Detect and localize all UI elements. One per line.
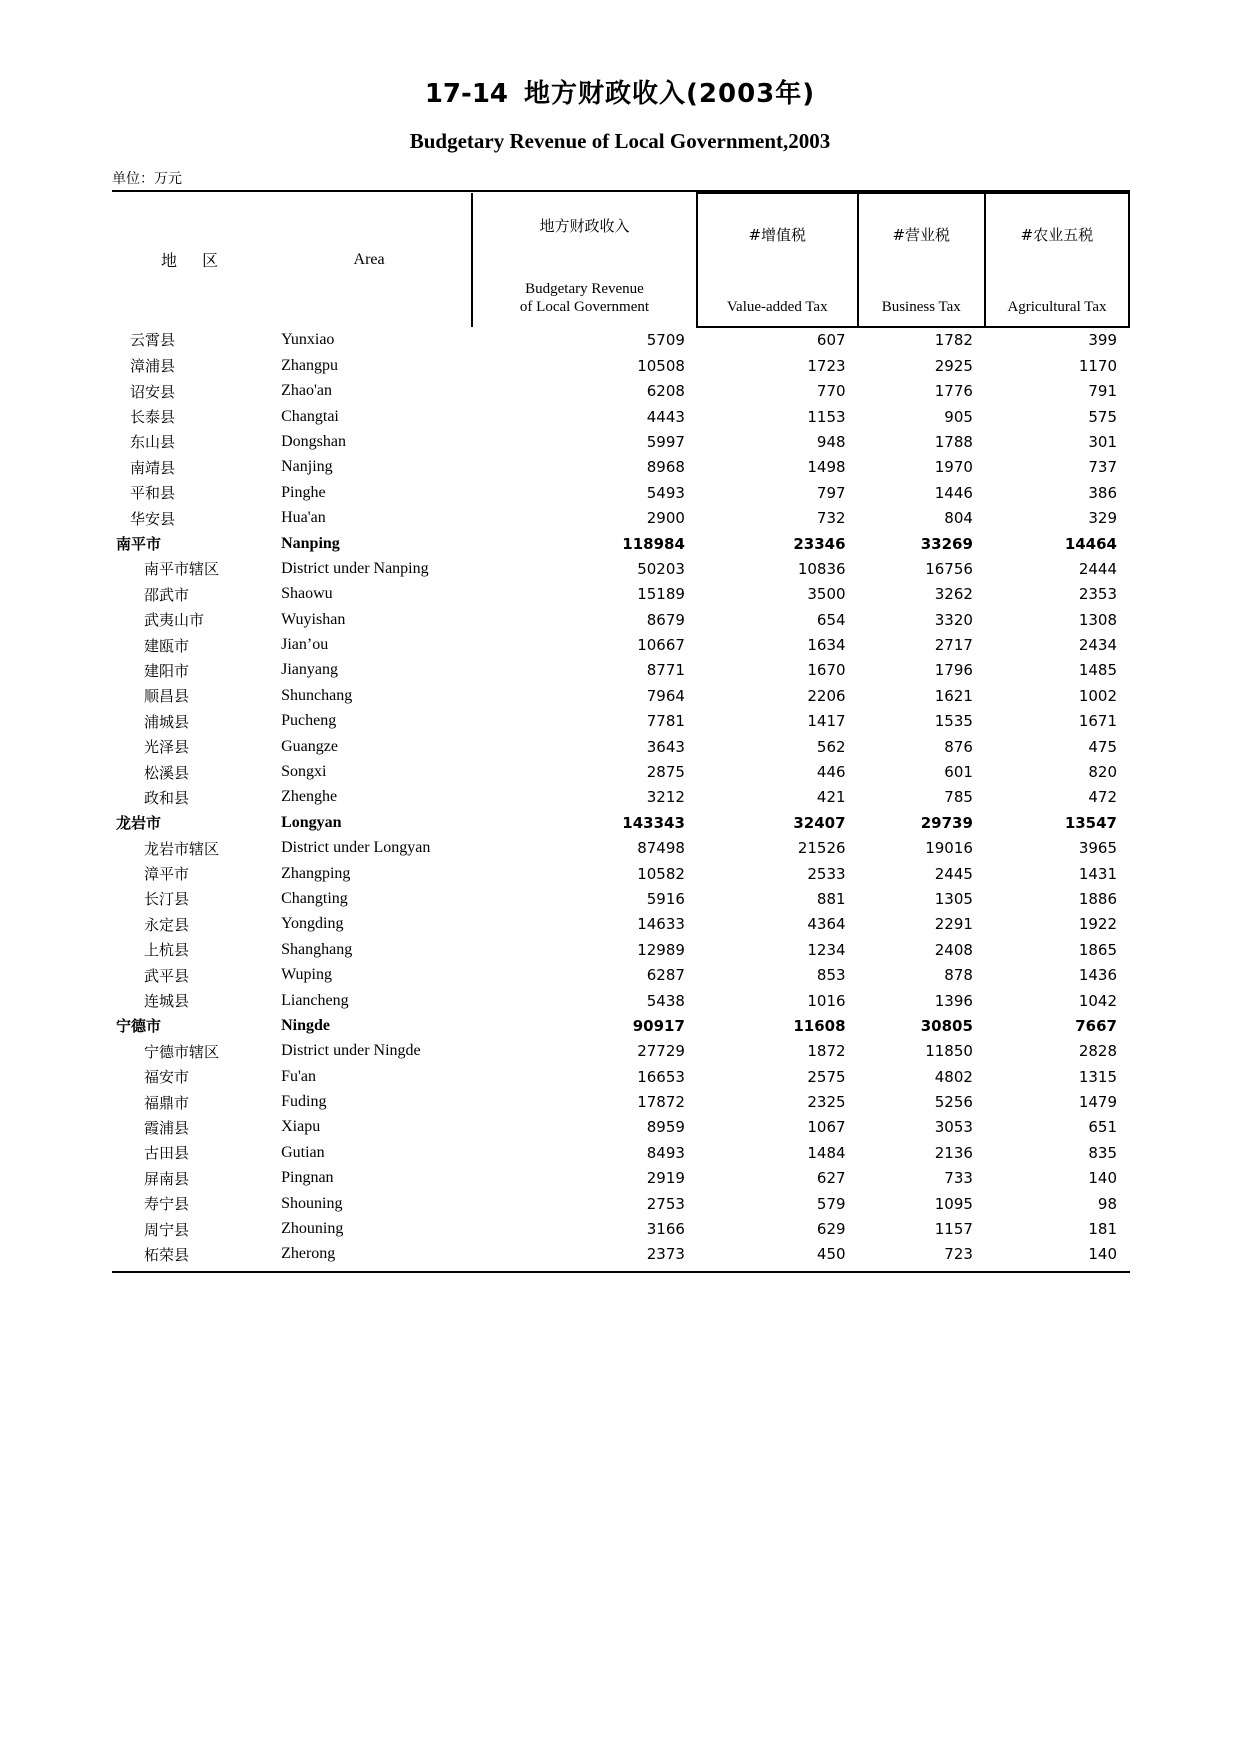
cell-area-english: Shouning — [281, 1194, 343, 1212]
cell-area-chinese: 长汀县 — [144, 890, 190, 909]
cell-area-chinese: 松溪县 — [144, 763, 190, 782]
cell-area-chinese: 宁德市辖区 — [144, 1042, 220, 1061]
cell-area-chinese: 光泽县 — [144, 738, 190, 757]
revenue-en-line2: of Local Government — [519, 299, 650, 315]
table-row — [112, 810, 1129, 835]
cell-agricultural-tax: 181 — [1088, 1220, 1117, 1239]
cell-budgetary-revenue: 5916 — [646, 889, 685, 908]
title-block — [0, 0, 1240, 154]
cell-area-english: Zhangpu — [281, 356, 338, 374]
table-row — [112, 607, 1129, 632]
cell-budgetary-revenue: 16653 — [637, 1067, 685, 1086]
cell-agricultural-tax: 1671 — [1078, 712, 1117, 731]
column-header-vat-cn-label: #增值税 — [748, 225, 807, 244]
column-header-agricultural-tax — [985, 193, 1129, 327]
table-row — [112, 378, 1129, 403]
cell-area-chinese: 南靖县 — [130, 458, 176, 477]
cell-agricultural-tax: 399 — [1088, 331, 1117, 350]
table-row — [112, 1115, 1129, 1140]
cell-agricultural-tax: 1436 — [1078, 966, 1117, 985]
cell-area-english: Jianyang — [281, 661, 338, 679]
table-row — [112, 480, 1129, 505]
cell-area-english: Nanping — [281, 534, 340, 552]
cell-value-added-tax: 770 — [816, 382, 846, 401]
cell-budgetary-revenue: 2753 — [646, 1194, 685, 1213]
cell-area-chinese: 上杭县 — [144, 941, 190, 960]
cell-budgetary-revenue: 2900 — [646, 509, 685, 528]
cell-area-english: Yunxiao — [281, 330, 335, 348]
cell-budgetary-revenue: 5438 — [646, 991, 685, 1010]
page-title-chinese-text: 地方财政收入(2003年) — [524, 79, 816, 109]
table-row — [112, 531, 1129, 556]
column-header-business-en-label: Business Tax — [881, 298, 961, 315]
cell-area-english: Pucheng — [281, 712, 337, 730]
table-row — [112, 785, 1129, 810]
cell-area-english: District under Ningde — [281, 1042, 421, 1060]
cell-area-english: Zhangping — [281, 864, 351, 882]
cell-area-chinese: 南平市 — [116, 535, 162, 553]
table-row — [112, 1191, 1129, 1216]
cell-budgetary-revenue: 12989 — [637, 940, 685, 959]
cell-budgetary-revenue: 8493 — [646, 1143, 685, 1162]
cell-budgetary-revenue: 17872 — [637, 1093, 685, 1112]
cell-business-tax: 1796 — [934, 661, 973, 680]
cell-budgetary-revenue: 7781 — [646, 712, 685, 731]
cell-agricultural-tax: 386 — [1088, 483, 1117, 502]
cell-area-english: Liancheng — [281, 991, 349, 1009]
cell-agricultural-tax: 575 — [1088, 407, 1117, 426]
table-header — [112, 193, 1129, 327]
cell-value-added-tax: 881 — [816, 889, 846, 908]
table-row — [112, 709, 1129, 734]
cell-business-tax: 1788 — [934, 432, 973, 451]
cell-budgetary-revenue: 8968 — [646, 458, 685, 477]
cell-business-tax: 4802 — [934, 1067, 973, 1086]
cell-budgetary-revenue: 5493 — [646, 483, 685, 502]
cell-area-chinese: 福鼎市 — [144, 1093, 190, 1112]
column-header-business-cn-label: #营业税 — [892, 225, 951, 244]
cell-value-added-tax: 11608 — [793, 1016, 846, 1035]
cell-business-tax: 29739 — [920, 813, 973, 832]
table-bottom-rule — [112, 1271, 1130, 1273]
cell-area-chinese: 东山县 — [130, 433, 176, 452]
cell-agricultural-tax: 14464 — [1064, 534, 1117, 553]
cell-value-added-tax: 2533 — [807, 864, 846, 883]
cell-area-english: Zherong — [281, 1245, 336, 1263]
table-row — [112, 734, 1129, 759]
cell-value-added-tax: 1634 — [807, 636, 846, 655]
cell-agricultural-tax: 7667 — [1075, 1016, 1117, 1035]
column-header-agricultural-cn-label: #农业五税 — [1020, 225, 1094, 244]
page-title-chinese — [0, 78, 1240, 111]
cell-business-tax: 1621 — [934, 686, 973, 705]
cell-business-tax: 2445 — [934, 864, 973, 883]
cell-agricultural-tax: 1922 — [1078, 915, 1117, 934]
table-row — [112, 582, 1129, 607]
cell-agricultural-tax: 1431 — [1078, 864, 1117, 883]
cell-business-tax: 2136 — [934, 1143, 973, 1162]
cell-budgetary-revenue: 6287 — [646, 966, 685, 985]
budgetary-revenue-table — [112, 192, 1130, 1267]
column-header-value-added-tax — [697, 193, 858, 327]
cell-budgetary-revenue: 2919 — [646, 1169, 685, 1188]
cell-area-english: Shaowu — [281, 585, 333, 603]
cell-area-english: Pingnan — [281, 1169, 334, 1187]
table-header-row — [112, 193, 1129, 327]
table-row — [112, 632, 1129, 657]
cell-agricultural-tax: 140 — [1088, 1169, 1117, 1188]
cell-value-added-tax: 562 — [816, 737, 846, 756]
cell-agricultural-tax: 1485 — [1078, 661, 1117, 680]
cell-value-added-tax: 1016 — [807, 991, 846, 1010]
cell-value-added-tax: 446 — [816, 763, 846, 782]
cell-area-english: District under Longyan — [281, 839, 431, 857]
column-header-area-chinese — [112, 193, 267, 327]
cell-area-english: Guangze — [281, 737, 338, 755]
cell-business-tax: 19016 — [925, 839, 973, 858]
cell-agricultural-tax: 472 — [1088, 788, 1117, 807]
cell-area-english: Changting — [281, 889, 348, 907]
page-title-english: Budgetary Revenue of Local Government,2003 — [409, 128, 831, 153]
cell-agricultural-tax: 2828 — [1078, 1042, 1117, 1061]
cell-agricultural-tax: 791 — [1088, 382, 1117, 401]
cell-business-tax: 5256 — [934, 1093, 973, 1112]
table-row — [112, 1064, 1129, 1089]
cell-budgetary-revenue: 5997 — [646, 432, 685, 451]
cell-business-tax: 3262 — [934, 585, 973, 604]
cell-budgetary-revenue: 4443 — [646, 407, 685, 426]
cell-agricultural-tax: 13547 — [1064, 813, 1117, 832]
table-row — [112, 556, 1129, 581]
cell-budgetary-revenue: 15189 — [637, 585, 685, 604]
cell-business-tax: 2291 — [934, 915, 973, 934]
cell-business-tax: 2925 — [934, 356, 973, 375]
cell-value-added-tax: 2325 — [807, 1093, 846, 1112]
cell-area-english: Shunchang — [281, 686, 353, 704]
cell-area-english: Fuding — [281, 1093, 327, 1111]
cell-value-added-tax: 10836 — [797, 559, 846, 578]
cell-area-chinese: 建阳市 — [144, 661, 190, 680]
cell-business-tax: 878 — [944, 966, 973, 985]
cell-agricultural-tax: 140 — [1088, 1245, 1117, 1264]
cell-budgetary-revenue: 7964 — [646, 686, 685, 705]
cell-area-chinese: 诏安县 — [130, 382, 176, 401]
cell-budgetary-revenue: 87498 — [637, 839, 685, 858]
cell-business-tax: 1782 — [934, 331, 973, 350]
cell-business-tax: 601 — [944, 763, 973, 782]
cell-value-added-tax: 1417 — [807, 712, 846, 731]
cell-value-added-tax: 1234 — [807, 940, 846, 959]
table-row — [112, 937, 1129, 962]
cell-agricultural-tax: 301 — [1088, 432, 1117, 451]
cell-value-added-tax: 1872 — [807, 1042, 846, 1061]
cell-value-added-tax: 654 — [816, 610, 846, 629]
table-number: 17-14 — [424, 79, 508, 109]
table-row — [112, 1216, 1129, 1241]
cell-business-tax: 1776 — [934, 382, 973, 401]
cell-area-english: Yongding — [281, 915, 344, 933]
table-row — [112, 429, 1129, 454]
cell-value-added-tax: 450 — [816, 1245, 846, 1264]
cell-area-chinese: 建瓯市 — [144, 636, 190, 655]
cell-agricultural-tax: 3965 — [1078, 839, 1117, 858]
column-header-revenue-cn-label: 地方财政收入 — [539, 216, 630, 235]
cell-budgetary-revenue: 14633 — [637, 915, 685, 934]
cell-business-tax: 733 — [944, 1169, 973, 1188]
cell-business-tax: 1157 — [934, 1220, 973, 1239]
cell-area-english: Longyan — [281, 813, 342, 831]
column-header-vat-en-label: Value-added Tax — [726, 298, 828, 315]
cell-budgetary-revenue: 2875 — [646, 763, 685, 782]
cell-agricultural-tax: 2353 — [1078, 585, 1117, 604]
cell-area-chinese: 周宁县 — [144, 1220, 190, 1239]
cell-area-english: Zhouning — [281, 1220, 344, 1238]
cell-area-english: Gutian — [281, 1143, 325, 1161]
table-row — [112, 455, 1129, 480]
cell-budgetary-revenue: 8771 — [646, 661, 685, 680]
column-header-budgetary-revenue — [472, 193, 697, 327]
cell-agricultural-tax: 98 — [1097, 1194, 1117, 1213]
table-row — [112, 1039, 1129, 1064]
cell-value-added-tax: 607 — [816, 331, 846, 350]
cell-value-added-tax: 948 — [816, 432, 846, 451]
revenue-en-line1: Budgetary Revenue — [525, 281, 644, 298]
cell-business-tax: 1305 — [934, 889, 973, 908]
cell-area-chinese: 连城县 — [144, 992, 190, 1011]
cell-area-chinese: 龙岩市辖区 — [144, 839, 220, 858]
table-container — [112, 190, 1130, 1273]
table-row — [112, 861, 1129, 886]
table-row — [112, 988, 1129, 1013]
column-header-agricultural-en-label: Agricultural Tax — [1007, 298, 1107, 315]
column-header-business-tax — [858, 193, 985, 327]
unit-note: 单位：万元 — [112, 170, 182, 187]
table-body — [112, 327, 1129, 1267]
cell-agricultural-tax: 1042 — [1078, 991, 1117, 1010]
table-row — [112, 836, 1129, 861]
cell-area-chinese: 浦城县 — [144, 712, 190, 731]
cell-area-chinese: 武平县 — [144, 966, 190, 985]
cell-business-tax: 804 — [944, 509, 973, 528]
table-row — [112, 1089, 1129, 1114]
table-row — [112, 1242, 1129, 1267]
cell-value-added-tax: 629 — [816, 1220, 846, 1239]
cell-value-added-tax: 21526 — [797, 839, 846, 858]
column-header-area-en-label: Area — [353, 250, 385, 268]
cell-area-chinese: 福安市 — [144, 1068, 190, 1087]
cell-value-added-tax: 1067 — [807, 1118, 846, 1137]
cell-value-added-tax: 1484 — [807, 1143, 846, 1162]
cell-area-chinese: 武夷山市 — [144, 611, 205, 630]
cell-value-added-tax: 2206 — [807, 686, 846, 705]
table-row — [112, 353, 1129, 378]
cell-area-chinese: 平和县 — [130, 484, 176, 503]
cell-agricultural-tax: 1170 — [1078, 356, 1117, 375]
cell-value-added-tax: 732 — [816, 509, 846, 528]
cell-business-tax: 3320 — [934, 610, 973, 629]
cell-value-added-tax: 1498 — [807, 458, 846, 477]
cell-value-added-tax: 797 — [816, 483, 846, 502]
cell-business-tax: 905 — [944, 407, 973, 426]
cell-value-added-tax: 3500 — [807, 585, 846, 604]
cell-budgetary-revenue: 2373 — [646, 1245, 685, 1264]
cell-business-tax: 2408 — [934, 940, 973, 959]
cell-area-english: Zhao'an — [281, 382, 332, 400]
cell-business-tax: 1535 — [934, 712, 973, 731]
cell-business-tax: 33269 — [920, 534, 973, 553]
cell-agricultural-tax: 820 — [1088, 763, 1117, 782]
cell-budgetary-revenue: 10667 — [637, 636, 685, 655]
cell-value-added-tax: 853 — [816, 966, 846, 985]
cell-area-chinese: 南平市辖区 — [144, 560, 220, 579]
table-row — [112, 1140, 1129, 1165]
cell-area-english: Wuyishan — [281, 610, 346, 628]
cell-business-tax: 11850 — [925, 1042, 973, 1061]
cell-budgetary-revenue: 5709 — [646, 330, 685, 349]
cell-agricultural-tax: 1315 — [1078, 1067, 1117, 1086]
cell-budgetary-revenue: 3212 — [646, 788, 685, 807]
cell-budgetary-revenue: 8679 — [646, 610, 685, 629]
cell-agricultural-tax: 2434 — [1078, 636, 1117, 655]
cell-agricultural-tax: 737 — [1088, 458, 1117, 477]
column-header-area-english — [267, 193, 472, 327]
cell-budgetary-revenue: 27729 — [637, 1042, 685, 1061]
cell-value-added-tax: 579 — [816, 1194, 846, 1213]
cell-business-tax: 1396 — [934, 991, 973, 1010]
cell-area-english: Songxi — [281, 763, 327, 781]
cell-area-english: Ningde — [281, 1016, 330, 1034]
cell-business-tax: 2717 — [934, 636, 973, 655]
cell-area-chinese: 柘荣县 — [144, 1245, 190, 1264]
table-row — [112, 1013, 1129, 1038]
cell-value-added-tax: 32407 — [793, 813, 846, 832]
cell-budgetary-revenue: 10582 — [637, 864, 685, 883]
cell-value-added-tax: 4364 — [807, 915, 846, 934]
cell-agricultural-tax: 1308 — [1078, 610, 1117, 629]
cell-value-added-tax: 1153 — [807, 407, 846, 426]
cell-business-tax: 1095 — [934, 1194, 973, 1213]
cell-budgetary-revenue: 6208 — [646, 382, 685, 401]
table-row — [112, 327, 1129, 353]
cell-agricultural-tax: 475 — [1088, 737, 1117, 756]
cell-area-chinese: 宁德市 — [116, 1017, 162, 1036]
cell-area-english: Changtai — [281, 407, 339, 425]
cell-agricultural-tax: 1865 — [1078, 940, 1117, 959]
cell-business-tax: 1446 — [934, 483, 973, 502]
column-header-area-cn-label: 地 区 — [161, 251, 229, 271]
table-row — [112, 886, 1129, 911]
cell-budgetary-revenue: 3166 — [646, 1220, 685, 1239]
cell-area-english: Wuping — [281, 966, 332, 984]
cell-budgetary-revenue: 143343 — [622, 813, 685, 832]
cell-budgetary-revenue: 118984 — [622, 534, 685, 553]
cell-area-english: Hua'an — [281, 509, 326, 527]
table-row — [112, 404, 1129, 429]
table-row — [112, 759, 1129, 784]
cell-area-english: Xiapu — [281, 1118, 321, 1136]
cell-value-added-tax: 627 — [816, 1169, 846, 1188]
cell-area-english: Zhenghe — [281, 788, 338, 806]
table-row — [112, 962, 1129, 987]
cell-area-chinese: 龙岩市 — [116, 814, 162, 833]
cell-area-chinese: 永定县 — [144, 915, 190, 934]
cell-agricultural-tax: 835 — [1088, 1143, 1117, 1162]
cell-business-tax: 16756 — [925, 559, 973, 578]
cell-budgetary-revenue: 8959 — [646, 1118, 685, 1137]
cell-area-chinese: 云霄县 — [130, 331, 176, 350]
cell-budgetary-revenue: 10508 — [637, 356, 685, 375]
cell-business-tax: 723 — [944, 1245, 973, 1264]
cell-area-chinese: 邵武市 — [144, 585, 190, 604]
table-row — [112, 683, 1129, 708]
cell-area-chinese: 古田县 — [144, 1144, 190, 1163]
cell-area-english: Pinghe — [281, 483, 326, 501]
cell-value-added-tax: 1670 — [807, 661, 846, 680]
cell-area-chinese: 寿宁县 — [144, 1195, 190, 1214]
cell-area-chinese: 顺昌县 — [144, 687, 190, 706]
column-header-revenue-en-label — [473, 281, 696, 316]
cell-area-english: Shanghang — [281, 940, 353, 958]
cell-area-chinese: 华安县 — [130, 509, 176, 528]
cell-value-added-tax: 2575 — [807, 1067, 846, 1086]
cell-agricultural-tax: 329 — [1088, 509, 1117, 528]
cell-agricultural-tax: 651 — [1088, 1118, 1117, 1137]
cell-business-tax: 3053 — [934, 1118, 973, 1137]
cell-area-english: District under Nanping — [281, 559, 429, 577]
cell-budgetary-revenue: 3643 — [646, 737, 685, 756]
cell-area-chinese: 屏南县 — [144, 1169, 190, 1188]
cell-area-english: Dongshan — [281, 432, 346, 450]
cell-budgetary-revenue: 50203 — [637, 559, 685, 578]
cell-budgetary-revenue: 90917 — [632, 1016, 685, 1035]
cell-agricultural-tax: 1886 — [1078, 889, 1117, 908]
table-row — [112, 1166, 1129, 1191]
cell-area-chinese: 霞浦县 — [144, 1118, 190, 1137]
cell-value-added-tax: 23346 — [793, 534, 846, 553]
cell-area-english: Jian’ou — [281, 636, 329, 654]
table-row — [112, 912, 1129, 937]
cell-area-chinese: 漳浦县 — [130, 357, 176, 376]
cell-area-chinese: 漳平市 — [144, 865, 190, 884]
cell-area-english: Nanjing — [281, 458, 333, 476]
table-row — [112, 658, 1129, 683]
cell-business-tax: 876 — [944, 737, 973, 756]
cell-business-tax: 785 — [944, 788, 973, 807]
cell-value-added-tax: 1723 — [807, 356, 846, 375]
cell-agricultural-tax: 1002 — [1078, 686, 1117, 705]
cell-agricultural-tax: 1479 — [1078, 1093, 1117, 1112]
cell-area-chinese: 政和县 — [144, 788, 190, 807]
cell-agricultural-tax: 2444 — [1078, 559, 1117, 578]
cell-value-added-tax: 421 — [816, 788, 846, 807]
cell-business-tax: 1970 — [934, 458, 973, 477]
cell-business-tax: 30805 — [920, 1016, 973, 1035]
table-row — [112, 505, 1129, 530]
cell-area-english: Fu'an — [281, 1067, 316, 1085]
cell-area-chinese: 长泰县 — [130, 408, 176, 427]
